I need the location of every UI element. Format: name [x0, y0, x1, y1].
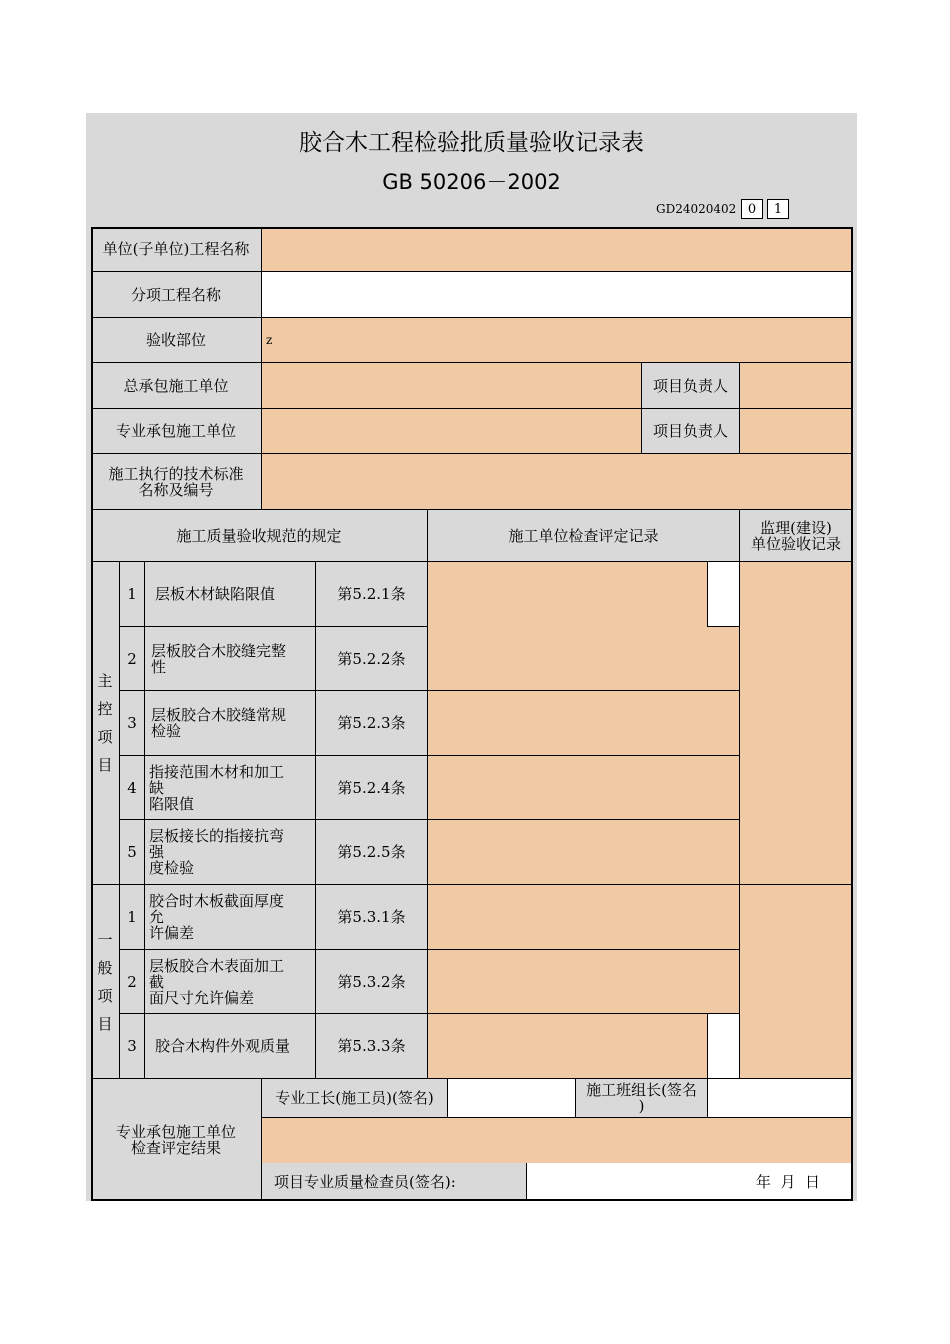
- project-manager-field-2[interactable]: [740, 409, 853, 454]
- main-items-group-label: 主 控 项 目: [91, 562, 120, 885]
- general-item-clause: 第5.3.3条: [316, 1014, 428, 1079]
- project-manager-field-1[interactable]: [740, 363, 853, 409]
- main-items-supervisor-field[interactable]: [740, 562, 853, 885]
- standard-number: GB 50206－2002: [382, 170, 561, 194]
- spec-column-header: 施工质量验收规范的规定: [91, 510, 428, 562]
- technical-standard-field[interactable]: [262, 454, 853, 510]
- general-item-name: 胶合木构件外观质量: [145, 1014, 316, 1079]
- main-item-no: 3: [120, 691, 145, 756]
- project-manager-label-2: 项目负责人: [642, 409, 740, 454]
- general-item-name: 层板胶合木表面加工 截 面尺寸允许偏差: [145, 950, 316, 1014]
- main-item-no: 4: [120, 756, 145, 820]
- main-item-no: 2: [120, 627, 145, 691]
- date-label: 年 月 日: [755, 1172, 820, 1191]
- general-item-name: 胶合时木板截面厚度 允 许偏差: [145, 885, 316, 950]
- general-items-group-label: 一 般 项 目: [91, 885, 120, 1079]
- general-item-no: 1: [120, 885, 145, 950]
- acceptance-part-label: 验收部位: [91, 318, 262, 363]
- sub-contractor-field[interactable]: [262, 409, 642, 454]
- main-item-clause: 第5.2.3条: [316, 691, 428, 756]
- inspector-signature-field[interactable]: [527, 1163, 853, 1201]
- general-item-record[interactable]: [428, 1014, 708, 1079]
- foreman-label: 专业工长(施工员)(签名): [262, 1079, 448, 1118]
- unit-project-label: 单位(子单位)工程名称: [91, 227, 262, 272]
- general-item-clause: 第5.3.2条: [316, 950, 428, 1014]
- main-item-clause: 第5.2.1条: [316, 562, 428, 627]
- sub-contractor-label: 专业承包施工单位: [91, 409, 262, 454]
- record-column-header: 施工单位检查评定记录: [428, 510, 740, 562]
- form-title: 胶合木工程检验批质量验收记录表: [299, 130, 644, 156]
- main-item-name: 层板木材缺陷限值: [145, 562, 316, 627]
- project-manager-label-1: 项目负责人: [642, 363, 740, 409]
- main-item-no: 5: [120, 820, 145, 885]
- general-item-no: 3: [120, 1014, 145, 1079]
- general-item-record[interactable]: [428, 885, 740, 950]
- code-box-2: 1: [767, 199, 789, 219]
- form-code: GD24020402: [656, 202, 737, 216]
- technical-standard-label: 施工执行的技术标准 名称及编号: [91, 454, 262, 510]
- supervisor-column-header: 监理(建设) 单位验收记录: [740, 510, 853, 562]
- main-item-record[interactable]: [428, 820, 740, 885]
- main-item-record-extra[interactable]: [708, 562, 740, 627]
- general-item-record-extra[interactable]: [708, 1014, 740, 1079]
- result-field[interactable]: [262, 1118, 853, 1163]
- general-contractor-label: 总承包施工单位: [91, 363, 262, 409]
- main-item-record[interactable]: [428, 627, 740, 691]
- general-contractor-field[interactable]: [262, 363, 642, 409]
- main-item-name: 层板胶合木胶缝常规 检验: [145, 691, 316, 756]
- main-item-record[interactable]: [428, 562, 708, 627]
- main-item-name: 指接范围木材和加工 缺 陷限值: [145, 756, 316, 820]
- main-item-no: 1: [120, 562, 145, 627]
- main-item-name: 层板胶合木胶缝完整 性: [145, 627, 316, 691]
- main-item-name: 层板接长的指接抗弯 强 度检验: [145, 820, 316, 885]
- main-item-record[interactable]: [428, 691, 740, 756]
- main-item-clause: 第5.2.4条: [316, 756, 428, 820]
- inspector-label: 项目专业质量检查员(签名):: [262, 1163, 527, 1201]
- general-items-supervisor-field[interactable]: [740, 885, 853, 1079]
- general-item-clause: 第5.3.1条: [316, 885, 428, 950]
- main-item-clause: 第5.2.2条: [316, 627, 428, 691]
- team-leader-signature-field[interactable]: [708, 1079, 853, 1118]
- unit-project-field[interactable]: [262, 227, 853, 272]
- team-leader-label: 施工班组长(签名 ): [576, 1079, 708, 1118]
- result-label: 专业承包施工单位 检查评定结果: [91, 1079, 262, 1201]
- acceptance-part-field[interactable]: z: [262, 318, 853, 363]
- code-box-1: 0: [741, 199, 763, 219]
- sub-project-label: 分项工程名称: [91, 272, 262, 318]
- sub-project-field[interactable]: [262, 272, 853, 318]
- main-item-clause: 第5.2.5条: [316, 820, 428, 885]
- foreman-signature-field[interactable]: [448, 1079, 576, 1118]
- main-item-record[interactable]: [428, 756, 740, 820]
- general-item-no: 2: [120, 950, 145, 1014]
- general-item-record[interactable]: [428, 950, 740, 1014]
